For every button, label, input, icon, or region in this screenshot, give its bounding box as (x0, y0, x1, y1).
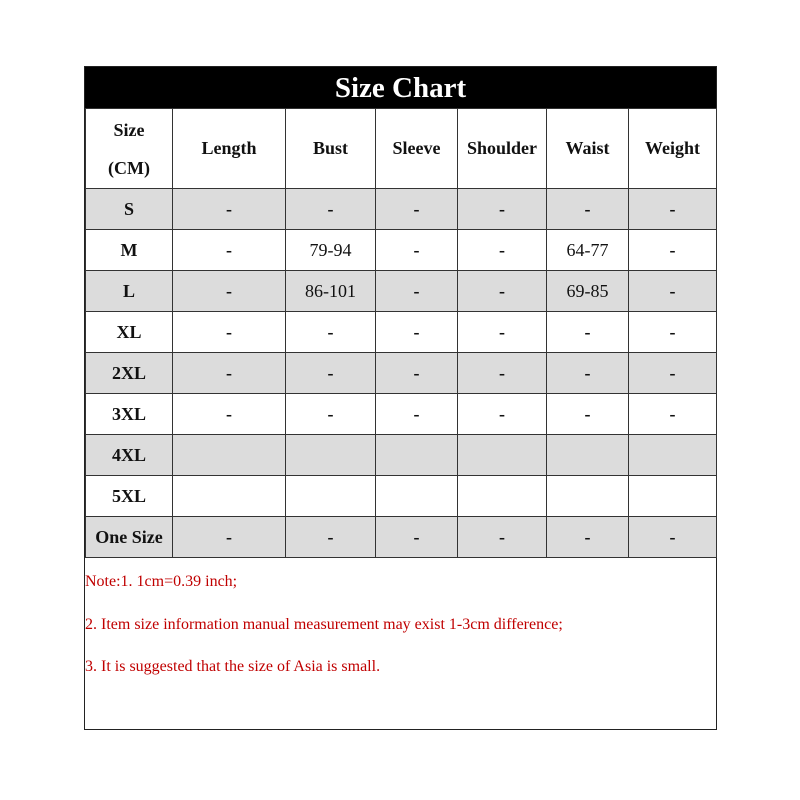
table-cell: - (629, 230, 717, 271)
table-cell (458, 435, 547, 476)
table-cell: - (173, 394, 286, 435)
size-label: S (86, 189, 173, 230)
table-cell: - (376, 353, 458, 394)
table-cell (286, 476, 376, 517)
table-cell: - (286, 517, 376, 558)
table-cell (629, 435, 717, 476)
table-cell: - (547, 394, 629, 435)
table-cell: - (173, 312, 286, 353)
size-label: 2XL (86, 353, 173, 394)
size-label: 5XL (86, 476, 173, 517)
table-cell: - (173, 230, 286, 271)
table-cell: - (376, 394, 458, 435)
table-cell: - (286, 394, 376, 435)
table-cell: - (376, 517, 458, 558)
table-cell: - (286, 353, 376, 394)
header-shoulder: Shoulder (458, 109, 547, 189)
note-2: 2. Item size information manual measurement may exist 1-3cm difference; (85, 616, 563, 633)
table-cell: - (547, 312, 629, 353)
table-cell: 86-101 (286, 271, 376, 312)
table-row (86, 476, 717, 517)
table-cell: - (629, 517, 717, 558)
size-label: One Size (86, 517, 173, 558)
table-cell: - (458, 517, 547, 558)
table-cell: - (458, 230, 547, 271)
table-cell: - (629, 271, 717, 312)
header-sleeve: Sleeve (376, 109, 458, 189)
table-row (86, 230, 717, 271)
header-bust: Bust (286, 109, 376, 189)
table-cell (547, 435, 629, 476)
table-cell: - (173, 189, 286, 230)
note-1: Note:1. 1cm=0.39 inch; (85, 573, 238, 590)
header-weight: Weight (629, 109, 717, 189)
size-label: 3XL (86, 394, 173, 435)
header-row (86, 109, 717, 189)
table-cell (173, 476, 286, 517)
size-label: XL (86, 312, 173, 353)
table-cell: - (173, 353, 286, 394)
chart-title: Size Chart (85, 67, 716, 108)
table-cell: - (629, 394, 717, 435)
table-row (86, 271, 717, 312)
table-cell (376, 476, 458, 517)
table-cell (173, 435, 286, 476)
table-cell: - (629, 312, 717, 353)
size-label: L (86, 271, 173, 312)
table-cell: - (376, 189, 458, 230)
table-cell: - (458, 189, 547, 230)
table-row (86, 353, 717, 394)
size-label: M (86, 230, 173, 271)
table-cell: 79-94 (286, 230, 376, 271)
table-cell: - (376, 312, 458, 353)
table-cell: - (173, 271, 286, 312)
table-row (86, 517, 717, 558)
table-cell: - (286, 189, 376, 230)
table-cell (547, 476, 629, 517)
table-row (86, 189, 717, 230)
table-cell: - (547, 189, 629, 230)
size-table (85, 108, 717, 558)
header-waist: Waist (547, 109, 629, 189)
table-cell: 64-77 (547, 230, 629, 271)
table-cell: - (547, 353, 629, 394)
table-cell: - (458, 271, 547, 312)
table-cell: - (286, 312, 376, 353)
table-cell: - (376, 230, 458, 271)
table-cell: 69-85 (547, 271, 629, 312)
size-chart-frame (84, 66, 717, 730)
table-cell: - (629, 189, 717, 230)
table-cell: - (629, 353, 717, 394)
table-cell (629, 476, 717, 517)
table-row (86, 312, 717, 353)
table-cell (286, 435, 376, 476)
table-cell (376, 435, 458, 476)
table-row (86, 435, 717, 476)
note-3: 3. It is suggested that the size of Asia is small. (85, 658, 381, 675)
table-cell: - (173, 517, 286, 558)
table-cell: - (458, 312, 547, 353)
table-cell: - (458, 394, 547, 435)
header-size-line2: (CM) (108, 157, 150, 178)
header-size (86, 109, 173, 189)
table-row (86, 394, 717, 435)
table-cell (458, 476, 547, 517)
size-label: 4XL (86, 435, 173, 476)
table-cell: - (547, 517, 629, 558)
header-length: Length (173, 109, 286, 189)
table-cell: - (376, 271, 458, 312)
header-size-line1: Size (113, 119, 145, 140)
table-cell: - (458, 353, 547, 394)
